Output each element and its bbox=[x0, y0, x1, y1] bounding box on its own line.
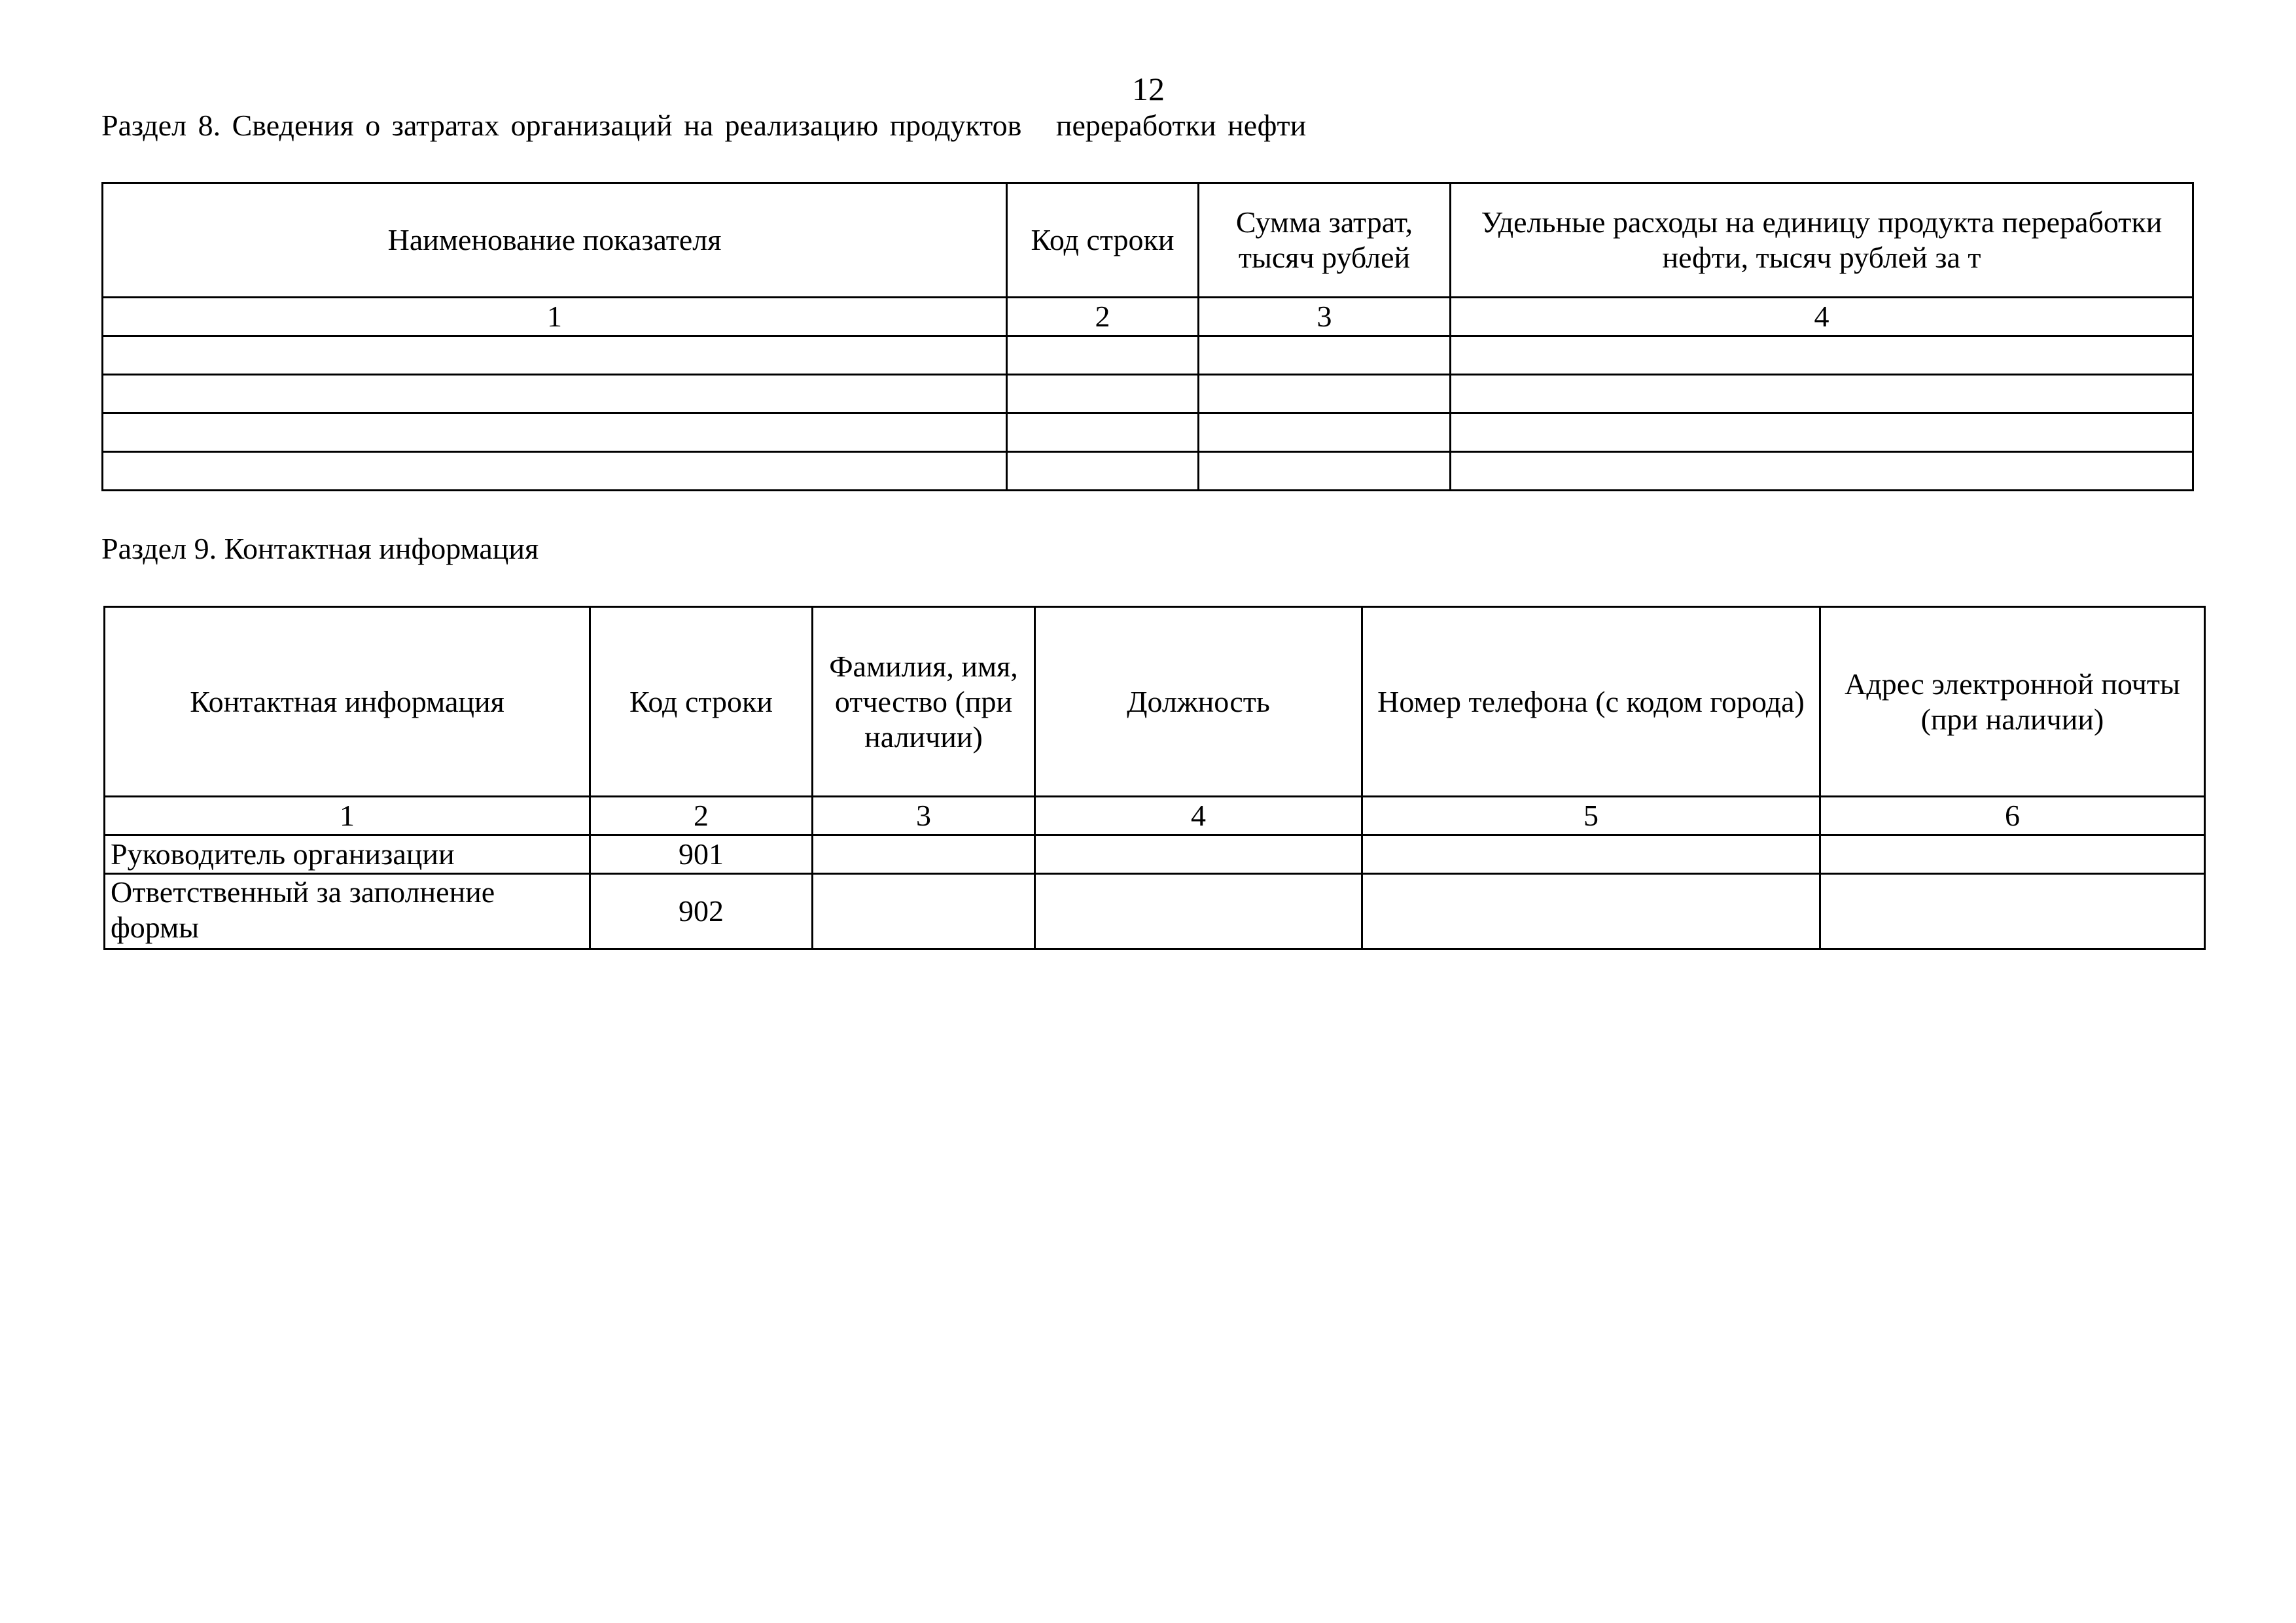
row-label-head: Руководитель организации bbox=[105, 835, 590, 874]
blank-cell[interactable] bbox=[1007, 336, 1199, 375]
header-row-code: Код строки bbox=[1007, 183, 1199, 298]
header-row-code: Код строки bbox=[590, 607, 813, 797]
row-code: 901 bbox=[590, 835, 813, 874]
section-9-table bbox=[103, 606, 2206, 950]
blank-cell[interactable] bbox=[1451, 413, 2193, 452]
section-8-title: Раздел 8. Сведения о затратах организаций на реализацию продуктов переработки нефти bbox=[101, 109, 1307, 142]
column-number: 2 bbox=[590, 797, 813, 835]
column-number: 5 bbox=[1362, 797, 1820, 835]
column-number: 3 bbox=[1199, 298, 1451, 336]
header-full-name: Фамилия, имя, отчество (при наличии) bbox=[813, 607, 1035, 797]
phone-cell[interactable] bbox=[1362, 874, 1820, 949]
page-number: 12 bbox=[1132, 71, 1165, 107]
header-indicator-name: Наименование показателя bbox=[103, 183, 1007, 298]
row-label-responsible: Ответственный за заполнение формы bbox=[105, 874, 590, 949]
blank-cell[interactable] bbox=[1199, 452, 1451, 491]
position-cell[interactable] bbox=[1035, 835, 1362, 874]
column-number-row bbox=[103, 298, 2193, 336]
column-number: 3 bbox=[813, 797, 1035, 835]
column-number: 2 bbox=[1007, 298, 1199, 336]
table-row bbox=[103, 413, 2193, 452]
blank-cell[interactable] bbox=[1451, 336, 2193, 375]
header-unit-cost: Удельные расходы на единицу продукта переработки нефти, тысяч рублей за т bbox=[1451, 183, 2193, 298]
header-email: Адрес электронной почты (при наличии) bbox=[1820, 607, 2205, 797]
blank-cell[interactable] bbox=[1199, 375, 1451, 413]
blank-cell[interactable] bbox=[1451, 375, 2193, 413]
blank-cell[interactable] bbox=[103, 413, 1007, 452]
table-row bbox=[103, 452, 2193, 491]
email-cell[interactable] bbox=[1820, 835, 2205, 874]
blank-cell[interactable] bbox=[1007, 413, 1199, 452]
email-cell[interactable] bbox=[1820, 874, 2205, 949]
position-cell[interactable] bbox=[1035, 874, 1362, 949]
header-cost-sum: Сумма затрат, тысяч рублей bbox=[1199, 183, 1451, 298]
table-row bbox=[105, 874, 2205, 949]
table-row bbox=[103, 336, 2193, 375]
column-number: 4 bbox=[1035, 797, 1362, 835]
blank-cell[interactable] bbox=[103, 336, 1007, 375]
header-position: Должность bbox=[1035, 607, 1362, 797]
column-number: 1 bbox=[103, 298, 1007, 336]
blank-cell[interactable] bbox=[1007, 375, 1199, 413]
row-code: 902 bbox=[590, 874, 813, 949]
table-header-row bbox=[103, 183, 2193, 298]
header-contact-info: Контактная информация bbox=[105, 607, 590, 797]
blank-cell[interactable] bbox=[1007, 452, 1199, 491]
full-name-cell[interactable] bbox=[813, 874, 1035, 949]
table-header-row bbox=[105, 607, 2205, 797]
table-row bbox=[103, 375, 2193, 413]
section-9-title: Раздел 9. Контактная информация bbox=[101, 532, 539, 565]
column-number-row bbox=[105, 797, 2205, 835]
column-number: 1 bbox=[105, 797, 590, 835]
phone-cell[interactable] bbox=[1362, 835, 1820, 874]
blank-cell[interactable] bbox=[1451, 452, 2193, 491]
column-number: 4 bbox=[1451, 298, 2193, 336]
blank-cell[interactable] bbox=[1199, 413, 1451, 452]
header-phone: Номер телефона (с кодом города) bbox=[1362, 607, 1820, 797]
blank-cell[interactable] bbox=[103, 375, 1007, 413]
full-name-cell[interactable] bbox=[813, 835, 1035, 874]
section-8-table bbox=[101, 182, 2194, 491]
blank-cell[interactable] bbox=[1199, 336, 1451, 375]
blank-cell[interactable] bbox=[103, 452, 1007, 491]
column-number: 6 bbox=[1820, 797, 2205, 835]
table-row bbox=[105, 835, 2205, 874]
